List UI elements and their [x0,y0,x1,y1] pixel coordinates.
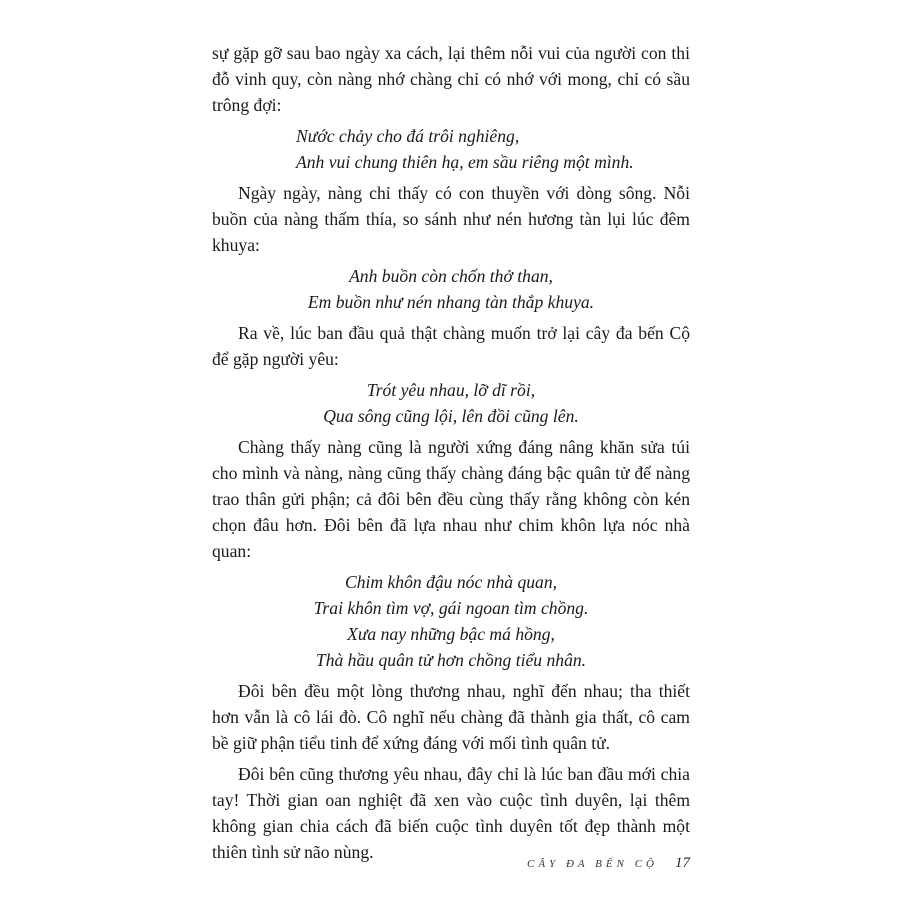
paragraph: Ngày ngày, nàng chỉ thấy có con thuyền với dòng sông. Nỗi buồn của nàng thấm thía, so sánh như nén hương tàn lụi lúc đêm khuya: [212,183,690,255]
page-number: 17 [675,855,690,871]
verse-line: Trai khôn tìm vợ, gái ngoan tìm chồng. [313,598,589,618]
paragraph: Đôi bên đều một lòng thương nhau, nghĩ đến nhau; tha thiết hơn vẫn là cô lái đò. Cô nghĩ nếu chàng đã thành gia thất, cô cam bề giữ phận tiểu tinh để xứng đáng với mối tình quân tử. [212,681,690,753]
verse-line: Anh vui chung thiên hạ, em sầu riêng một mình. [296,152,634,172]
verse-line: Xưa nay những bậc má hồng, [347,624,555,644]
body-text [212,40,690,870]
paragraph: Chàng thấy nàng cũng là người xứng đáng nâng khăn sửa túi cho mình và nàng, nàng cũng thấy chàng đáng bậc quân tử để nàng trao thân gửi phận; cả đôi bên đều cùng thấy rằng không còn kén chọn đâu hơn. Đôi bên đã lựa nhau như chim khôn lựa nóc nhà quan: [212,437,690,561]
verse-line: Trót yêu nhau, lỡ dĩ rồi, [366,380,536,400]
verse-line: Thà hầu quân tử hơn chồng tiểu nhân. [315,650,587,670]
verse-block [212,123,690,175]
verse-block [212,569,690,673]
verse-line: Nước chảy cho đá trôi nghiêng, [296,126,520,146]
verse-line: Qua sông cũng lội, lên đồi cũng lên. [323,406,579,426]
running-title: CÂY ĐA BẾN CỘ [527,858,658,870]
page-footer [0,855,900,875]
paragraph: Ra về, lúc ban đầu quả thật chàng muốn trở lại cây đa bến Cộ để gặp người yêu: [212,323,690,369]
verse-line: Em buồn như nén nhang tàn thắp khuya. [307,292,595,312]
paragraph: sự gặp gỡ sau bao ngày xa cách, lại thêm nỗi vui của người con thi đỗ vinh quy, còn nàng nhớ chàng chỉ có nhớ với mong, chỉ có sầu trông đợi: [212,43,690,115]
paragraph: Đôi bên cũng thương yêu nhau, đây chỉ là lúc ban đầu mới chia tay! Thời gian oan nghiệt đã xen vào cuộc tình duyên, lại thêm không gian chia cách đã biến cuộc tình duyên tốt đẹp thành một thiên tình sử não nùng. [212,764,690,862]
verse-block [212,263,690,315]
verse-line: Chim khôn đậu nóc nhà quan, [344,572,558,592]
verse-line: Anh buồn còn chốn thở than, [349,266,553,286]
verse-block [212,377,690,429]
